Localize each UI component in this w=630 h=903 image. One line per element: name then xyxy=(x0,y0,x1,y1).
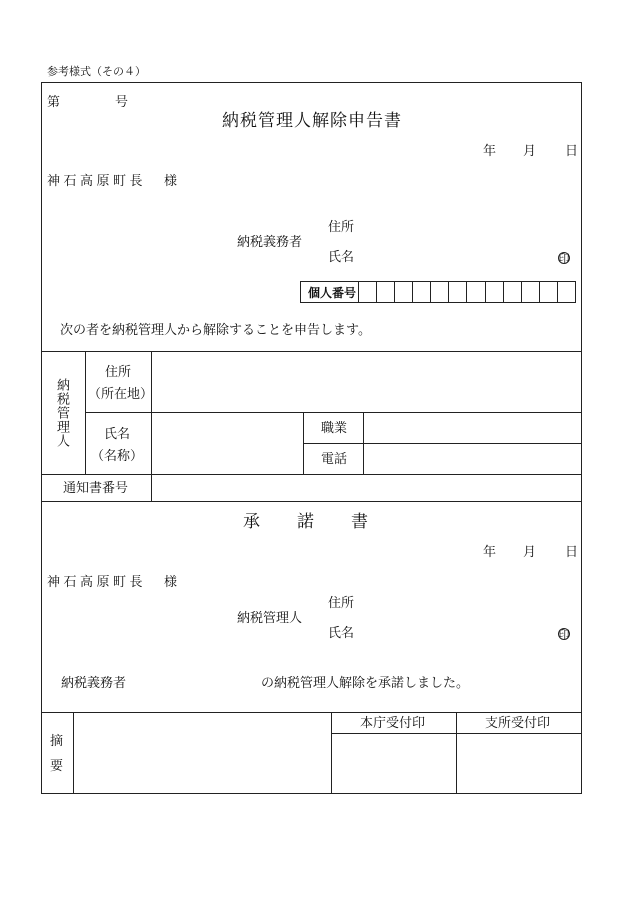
notice-number-label: 通知書番号 xyxy=(63,481,129,496)
manager-name-sublabel: （名称） xyxy=(91,449,144,464)
consent-taxpayer-label: 納税義務者 xyxy=(61,676,127,691)
taxpayer-seal-icon: 印 xyxy=(558,251,570,265)
application-honorific: 様 xyxy=(164,174,178,189)
number-suffix: 号 xyxy=(115,95,129,110)
branch-office-stamp-area xyxy=(457,734,581,793)
consent-manager-label: 納税管理人 xyxy=(237,611,303,626)
manager-side-label: 納税管理人 xyxy=(54,378,69,448)
consent-date-day: 日 xyxy=(565,545,579,560)
form-label: 参考様式（その４） xyxy=(47,65,146,78)
consent-addressee: 神石高原町長 xyxy=(47,575,147,590)
my-number-box xyxy=(300,281,576,303)
taxpayer-address-label: 住所 xyxy=(328,220,355,235)
application-date-month: 月 xyxy=(523,144,537,159)
occupation-label: 職業 xyxy=(321,421,348,436)
my-number-digit-box[interactable] xyxy=(486,282,504,302)
my-number-digit-box[interactable] xyxy=(377,282,395,302)
consent-date-month: 月 xyxy=(523,545,537,560)
application-title: 納税管理人解除申告書 xyxy=(222,111,402,131)
divider xyxy=(41,501,582,502)
number-prefix: 第 xyxy=(47,95,61,110)
consent-seal-icon: 印 xyxy=(558,627,570,641)
my-number-digit-box[interactable] xyxy=(540,282,558,302)
consent-name-label: 氏名 xyxy=(328,626,355,641)
manager-address-sublabel: （所在地） xyxy=(88,387,154,402)
branch-office-stamp-label: 支所受付印 xyxy=(485,716,551,731)
consent-date-year: 年 xyxy=(483,545,497,560)
head-office-stamp-area xyxy=(332,734,455,793)
application-date-year: 年 xyxy=(483,144,497,159)
application-date-day: 日 xyxy=(565,144,579,159)
my-number-digit-box[interactable] xyxy=(504,282,522,302)
manager-address-field[interactable] xyxy=(152,352,581,412)
manager-address-label: 住所 xyxy=(105,365,132,380)
phone-field[interactable] xyxy=(364,444,581,474)
divider xyxy=(85,351,86,474)
notice-number-field[interactable] xyxy=(152,475,581,501)
my-number-digit-box[interactable] xyxy=(522,282,540,302)
manager-name-field[interactable] xyxy=(152,413,302,474)
my-number-digit-box[interactable] xyxy=(449,282,467,302)
my-number-digit-box[interactable] xyxy=(558,282,575,302)
remarks-field[interactable] xyxy=(74,713,330,793)
application-statement: 次の者を納税管理人から解除することを申告します。 xyxy=(60,323,371,338)
consent-honorific: 様 xyxy=(164,575,178,590)
occupation-field[interactable] xyxy=(364,413,581,443)
consent-address-label: 住所 xyxy=(328,596,355,611)
phone-label: 電話 xyxy=(321,452,348,467)
my-number-digits[interactable] xyxy=(359,282,575,302)
taxpayer-label: 納税義務者 xyxy=(237,235,303,250)
consent-title: 承 諾 書 xyxy=(243,512,369,532)
my-number-digit-box[interactable] xyxy=(413,282,431,302)
remarks-label-1: 摘 xyxy=(50,734,64,749)
my-number-digit-box[interactable] xyxy=(359,282,377,302)
remarks-label-2: 要 xyxy=(50,759,64,774)
my-number-digit-box[interactable] xyxy=(431,282,449,302)
consent-statement: の納税管理人解除を承諾しました。 xyxy=(261,676,470,691)
my-number-label: 個人番号 xyxy=(301,282,359,302)
taxpayer-name-label: 氏名 xyxy=(328,250,355,265)
manager-name-label: 氏名 xyxy=(104,427,131,442)
divider xyxy=(85,412,151,413)
head-office-stamp-label: 本庁受付印 xyxy=(360,716,426,731)
my-number-digit-box[interactable] xyxy=(395,282,413,302)
my-number-digit-box[interactable] xyxy=(467,282,485,302)
application-addressee: 神石高原町長 xyxy=(47,174,147,189)
divider xyxy=(303,412,304,474)
